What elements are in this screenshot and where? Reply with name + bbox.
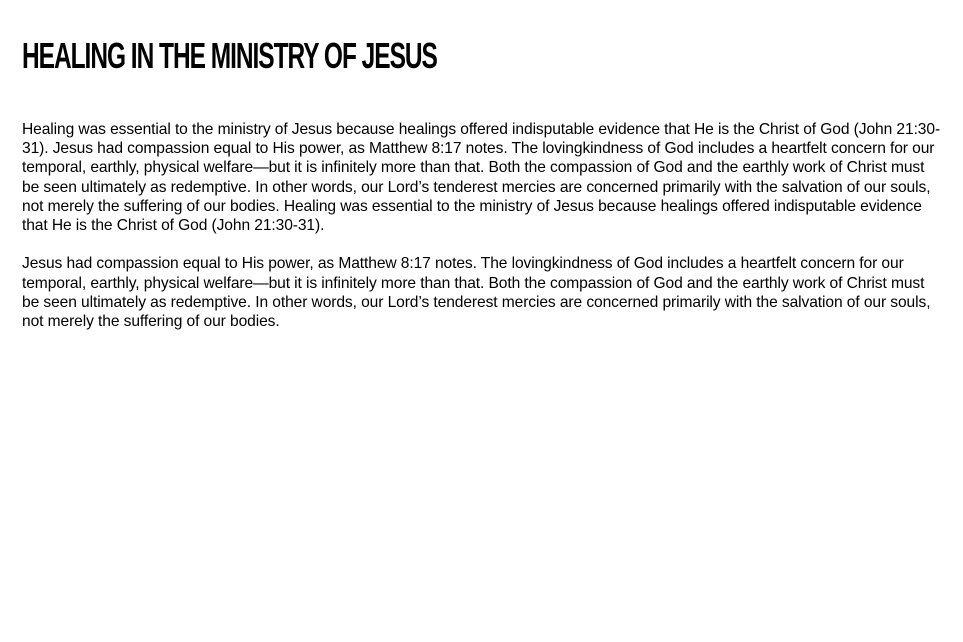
- document-body: [22, 120, 944, 331]
- page-title: HEALING IN THE MINISTRY OF JESUS: [22, 35, 437, 76]
- document-page: [22, 0, 944, 350]
- paragraph-2: Jesus had compassion equal to His power, as Matthew 8:17 notes. The lovingkindness of God includes a heartfelt concern for our temporal, earthly, physical welfare—but it is infinitely more than that. Both the compassion of God and the earthly work of Christ must be seen ultimately as redemptive. In other words, our Lord’s tenderest mercies are concerned primarily with the salvation of our souls, not merely the suffering of our bodies.: [22, 255, 931, 331]
- paragraph-1: Healing was essential to the ministry of Jesus because healings offered indisputable evidence that He is the Christ of God (John 21:30-31). Jesus had compassion equal to His power, as Matthew 8:17 notes. The lovingkindness of God includes a heartfelt concern for our temporal, earthly, physical welfare—but it is infinitely more than that. Both the compassion of God and the earthly work of Christ must be seen ultimately as redemptive. In other words, our Lord’s tenderest mercies are concerned primarily with the salvation of our souls, not merely the suffering of our bodies. Healing was essential to the ministry of Jesus because healings offered indisputable evidence that He is the Christ of God (John 21:30-31).: [22, 121, 941, 235]
